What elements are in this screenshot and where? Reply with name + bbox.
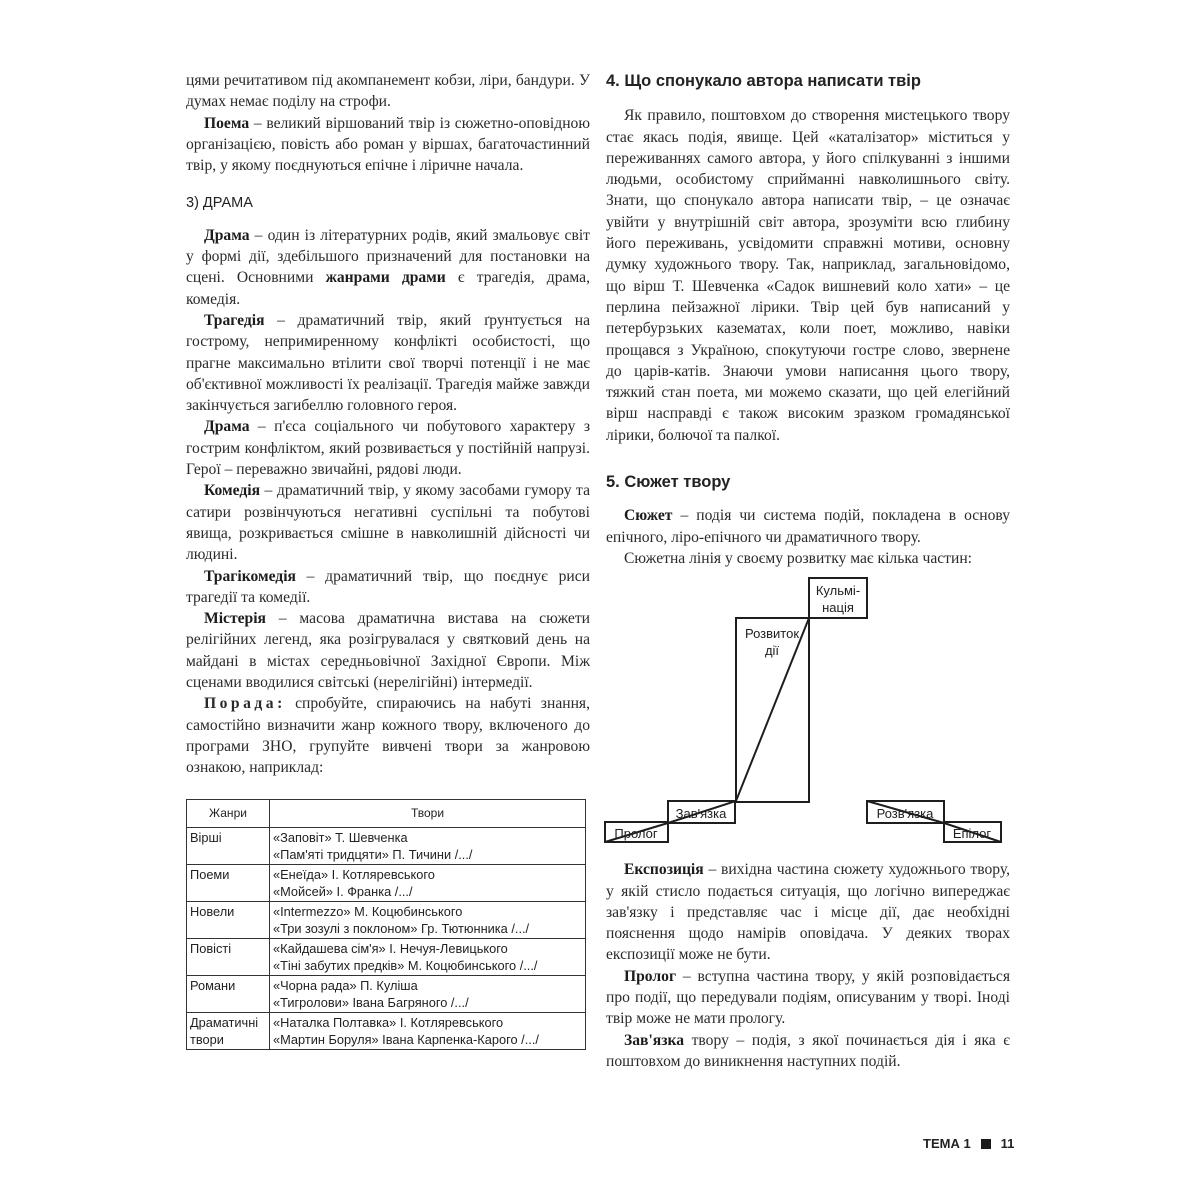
- left-column: [186, 70, 590, 1050]
- paragraph-drama-play: [186, 416, 590, 480]
- page-number: 11: [1000, 1136, 1015, 1151]
- paragraph-poema: [186, 113, 590, 177]
- paragraph-drama: [186, 225, 590, 310]
- genre-cell: Вірші: [187, 827, 270, 864]
- label-zavyazka: Зав'язка: [675, 806, 727, 822]
- term-advice: Порада:: [204, 695, 286, 713]
- square-bullet-icon: [981, 1139, 991, 1149]
- paragraph-advice: [186, 693, 590, 778]
- work-line: «Intermezzo» М. Коцюбинського: [273, 903, 463, 919]
- definition-mystery: – масова драматична вистава на сюжети релігійних легенд, яка розігрувалася у святковий день на майдані в містах середньовічної Західної Європи. Між сценами вводилися світські (нерелігійні) інтермедії.: [186, 610, 590, 692]
- work-line: «Чорна рада» П. Куліша: [273, 977, 418, 993]
- heading-section-4: 4. Що спонукало автора написати твір: [606, 72, 921, 90]
- paragraph-plot: [606, 505, 1010, 548]
- definition-prolog: – вступна частина твору, у якій розповідається про події, що передували подіям, описуваним у творі. Іноді твір може не мати прологу.: [606, 967, 1010, 1028]
- work-line: «Мойсей» І. Франка /.../: [273, 883, 413, 899]
- page-footer: [923, 1136, 1014, 1151]
- work-line: «Наталка Полтавка» І. Котляревського: [273, 1014, 504, 1030]
- paragraph-dumy-end: цями речитативом під акомпанемент кобзи, ліри, бандури. У думах немає поділу на строфи.: [186, 72, 590, 111]
- label-rozvytok-2: дії: [764, 643, 780, 659]
- plot-diagram-svg: [600, 575, 1020, 845]
- definition-tragedy: – драматичний твір, який ґрунтується на гострому, непримиренному конфлікті особистості, що прагне максимально втілити свої творчі потенції і не має об'єктивної можливості їх реалізації. Трагедія майже завжди закінчується загибеллю головного героя.: [186, 311, 590, 415]
- paragraph-plot-line: Сюжетна лінія у своєму розвитку має кілька частин:: [624, 549, 973, 567]
- table-row: [187, 827, 586, 864]
- table-row: [187, 1012, 586, 1049]
- work-line: «Кайдашева сім'я» І. Нечуя-Левицького: [273, 940, 508, 956]
- term-mystery: Містерія: [204, 610, 266, 628]
- work-line: «Мартин Боруля» Івана Карпенка-Карого /.../: [273, 1031, 539, 1047]
- plot-structure-diagram: [600, 575, 1020, 845]
- term-comedy: Комедія: [204, 482, 261, 500]
- paragraph-tragicomedy: [186, 566, 590, 609]
- header-works: Твори: [270, 799, 586, 827]
- definition-drama-play: – п'єса соціального чи побутового характеру з гострим конфліктом, який розвивається у постійній напрузі. Герої – переважно звичайні, рядові люди.: [186, 418, 590, 479]
- label-rozvyazka: Розв'язка: [876, 806, 934, 822]
- works-cell: [270, 1012, 586, 1049]
- term-tragedy: Трагедія: [204, 311, 265, 329]
- heading-drama: 3) ДРАМА: [186, 195, 253, 212]
- definition-poema: – великий віршований твір із сюжетно-оповідною організацією, повість або роман у віршах, багаточастинний твір, у якому поєднуються епічне і ліричне начала.: [186, 114, 590, 175]
- work-line: «Тигролови» Івана Багряного /.../: [273, 994, 469, 1010]
- term-plot: Сюжет: [624, 507, 673, 525]
- work-line: «Заповіт» Т. Шевченка: [273, 829, 408, 845]
- genre-cell: Новели: [187, 901, 270, 938]
- term-zavyazka: Зав'язка: [624, 1031, 685, 1049]
- genre-cell: Драматичні твори: [187, 1012, 270, 1049]
- table-row: [187, 864, 586, 901]
- works-cell: [270, 827, 586, 864]
- paragraph-tragedy: [186, 310, 590, 416]
- genre-cell: Повісті: [187, 938, 270, 975]
- term-poema: Поема: [204, 114, 250, 132]
- label-kulminatsiya-1: Кульмі-: [815, 583, 861, 599]
- definition-drama-b: є трагедія, драма, комедія.: [186, 269, 590, 308]
- definition-exposition: – вихідна частина сюжету художнього твору, у якій стисло подається ситуація, що логічно випереджає зав'язку і представляє час і місце дії, дає необхідні пояснення щодо намірів оповідача. У деяких творах експозиції може не бути.: [606, 861, 1010, 964]
- paragraph-prolog: [606, 966, 1010, 1030]
- table-row: [187, 938, 586, 975]
- header-genres: Жанри: [187, 799, 270, 827]
- term-exposition: Експозиція: [624, 861, 704, 879]
- paragraph-comedy: [186, 480, 590, 565]
- definition-drama-a: – один із літературних родів, який змальовує світ у формі дії, здебільшого призначений для постановки на сцені. Основними: [186, 226, 590, 287]
- heading-section-5: 5. Сюжет твору: [606, 473, 731, 492]
- term-drama-genres: жанрами драми: [325, 269, 446, 287]
- paragraph-zavyazka: [606, 1030, 1010, 1073]
- works-cell: [270, 975, 586, 1012]
- works-cell: [270, 901, 586, 938]
- advice-text: спробуйте, спираючись на набуті знання, самостійно визначити жанр кожного твору, включеного до програми ЗНО, групуйте вивчені твори за жанровою ознакою, наприклад:: [186, 695, 590, 777]
- table-row: [187, 975, 586, 1012]
- works-cell: [270, 864, 586, 901]
- table-row: [187, 901, 586, 938]
- label-prolog: Пролог: [614, 826, 658, 842]
- term-tragicomedy: Трагікомедія: [204, 567, 296, 585]
- term-prolog: Пролог: [624, 967, 677, 985]
- label-epilog: Епілог: [952, 826, 992, 842]
- paragraph-mystery: [186, 608, 590, 693]
- label-rozvytok-1: Розвиток: [744, 626, 800, 642]
- definition-plot: – подія чи система подій, покладена в основу епічного, ліро-епічного чи драматичного твору.: [606, 507, 1010, 546]
- paragraph-exposition: [606, 859, 1010, 965]
- label-kulminatsiya-2: нація: [822, 600, 854, 616]
- work-line: «Пам'яті тридцяти» П. Тичини /.../: [273, 846, 473, 862]
- work-line: «Тіні забутих предків» М. Коцюбинського /.../: [273, 957, 538, 973]
- definition-zavyazka: твору – подія, з якої починається дія і яка є поштовхом до виникнення наступних подій.: [606, 1031, 1010, 1070]
- footer-topic: ТЕМА 1: [923, 1136, 971, 1151]
- genres-table: [186, 799, 586, 1050]
- work-line: «Три зозулі з поклоном» Гр. Тютюнника /.../: [273, 920, 530, 936]
- work-line: «Енеїда» І. Котляревського: [273, 866, 435, 882]
- genre-cell: Поеми: [187, 864, 270, 901]
- works-cell: [270, 938, 586, 975]
- definition-tragicomedy: – драматичний твір, що поєднує риси трагедії та комедії.: [186, 567, 590, 606]
- definition-comedy: – драматичний твір, у якому засобами гумору та сатири розвінчуються негативні суспільні та побутові явища, розкривається смішне в навколишній дійсності чи людині.: [186, 482, 590, 564]
- paragraph-motivation: Як правило, поштовхом до створення мистецького твору стає якась подія, явище. Цей «каталізатор» міститься у переживаннях самого автора, у його спілкуванні з іншими людьми, особистому сприйманні навколишнього світу. Знати, що спонукало автора написати твір, – це означає увійти у внутрішній світ автора, зрозуміти всю глибину його переживань, усвідомити справжні мотиви, основну думку художнього твору. Так, наприклад, загальновідомо, що вірш Т. Шевченка «Садок вишневий коло хати» – це перлина пейзажної лірики. Твір цей був написаний у петербурзьких казематах, коли поет, можливо, навіки прощався з Україною, спокутуючи гостре слово, звернене до царів-катів. Знаючи умови написання цього твору, тяжкий стан поета, ми можемо сказати, що цей елегійний вірш насправді є також високим зразком громадянської лірики, болючої та палкої.: [606, 107, 1010, 444]
- term-drama: Драма: [204, 226, 250, 244]
- table-header-row: [187, 799, 586, 827]
- genre-cell: Романи: [187, 975, 270, 1012]
- term-drama-play: Драма: [204, 418, 250, 436]
- right-column: [606, 70, 1010, 1072]
